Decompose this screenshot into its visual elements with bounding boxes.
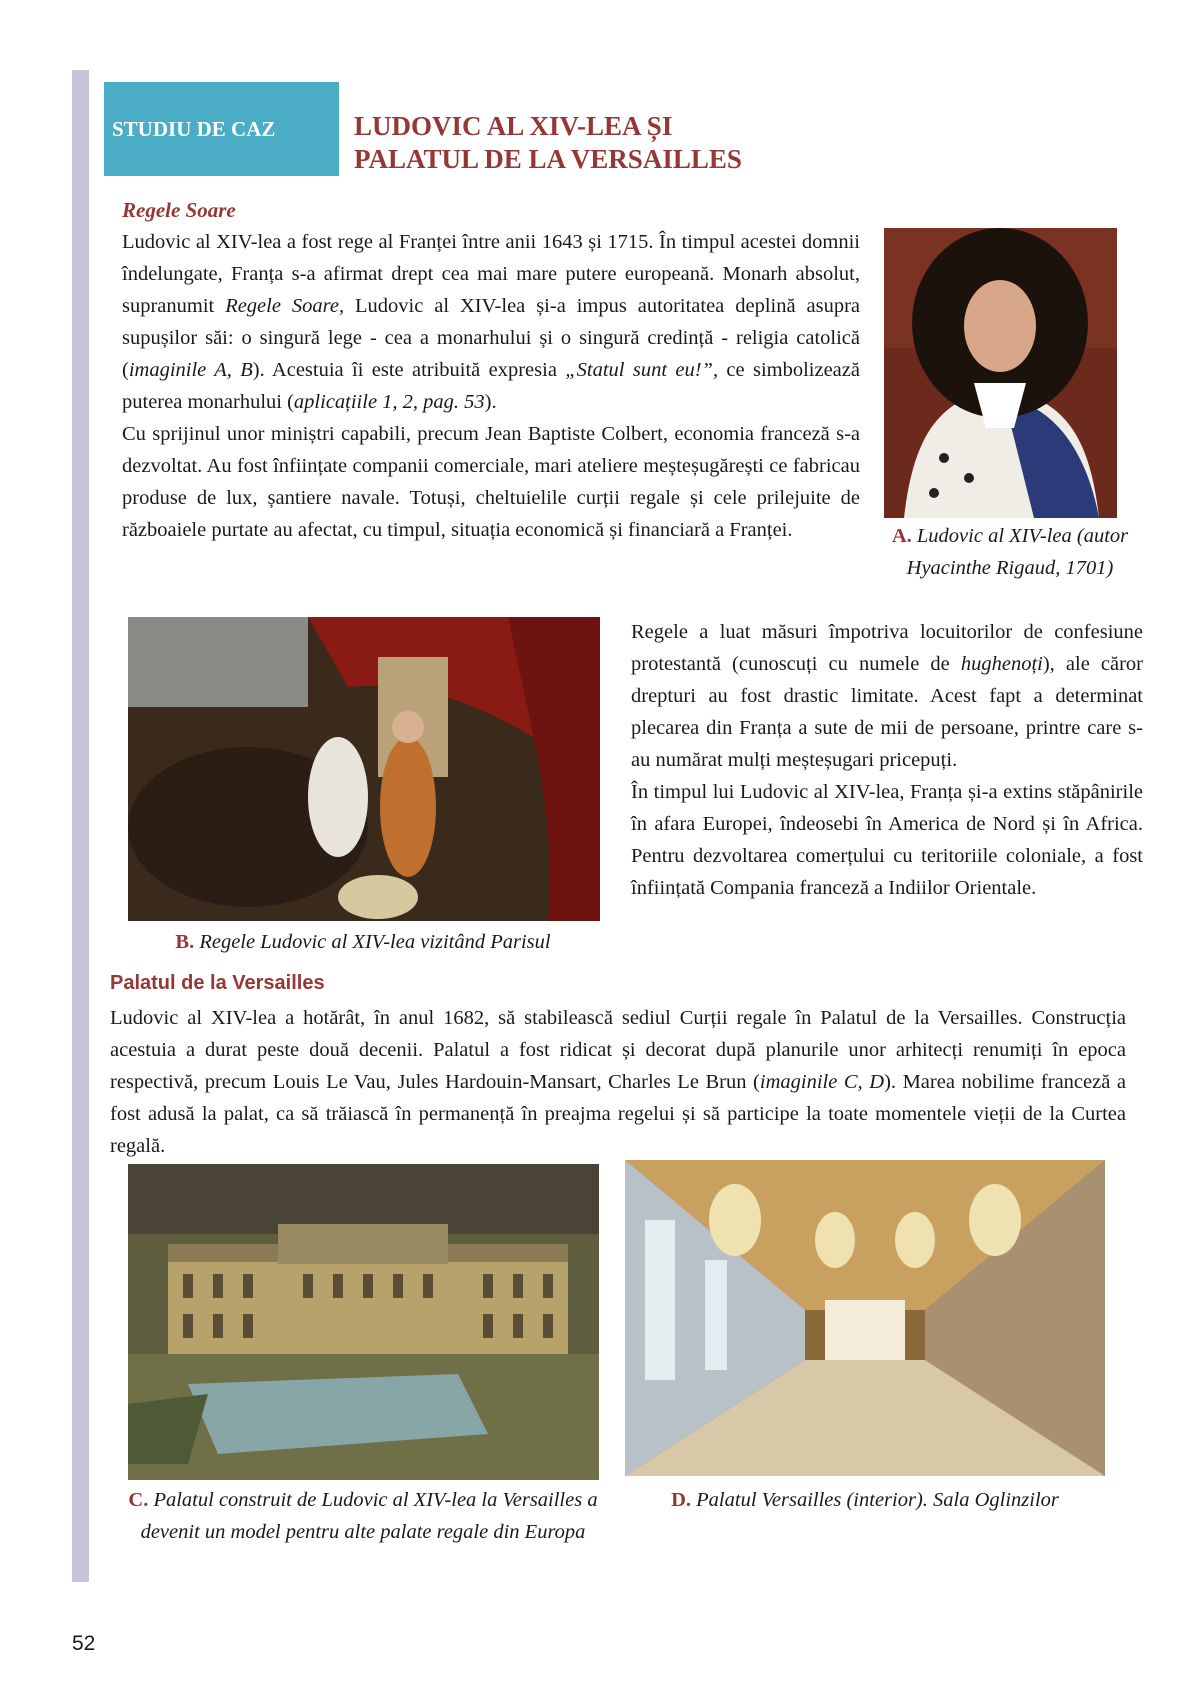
section-heading-regele-soare: Regele Soare bbox=[122, 198, 236, 222]
caption-image-c bbox=[128, 1484, 598, 1548]
title-line-2: PALATUL DE LA VERSAILLES bbox=[354, 144, 742, 174]
text-run: imaginile A, B bbox=[128, 359, 253, 381]
section-heading-palatul: Palatul de la Versailles bbox=[110, 972, 325, 994]
caption-letter: D. bbox=[671, 1489, 692, 1511]
text-run: Ludovic al XIV-lea a hotărât, în anul 1682, să stabilească sediul Curții regale în Palatul de la Versailles. Construcția acestuia a durat peste două decenii. Palatul a fost ridicat și decorat după planurile unor arhitecți renumiți în epoca respectivă, precum Louis Le Vau, Jules Hardouin-Mansart, Charles Le Brun ( bbox=[110, 1007, 1126, 1093]
caption-text: Palatul construit de Ludovic al XIV-lea la Versailles a devenit un model pentru alte palate regale din Europa bbox=[140, 1489, 598, 1543]
paragraph-1 bbox=[122, 226, 860, 418]
caption-text: Regele Ludovic al XIV-lea vizitând Parisul bbox=[194, 931, 551, 953]
paragraph-4: În timpul lui Ludovic al XIV-lea, Franța și-a extins stăpânirile în afara Europei, îndeosebi în America de Nord și în Africa. Pentru dezvoltarea comerțului cu teritoriile coloniale, a fost înființată Compania franceză a Indiilor Orientale. bbox=[631, 781, 1143, 899]
text-run: ). Marea nobilime franceză a fost adusă la palat, ca să trăiască în permanență în preajma regelui și să participe la toate momentele vieții de la Curtea regală. bbox=[110, 1071, 1126, 1157]
caption-letter: A. bbox=[891, 525, 912, 547]
text-run: ). bbox=[484, 391, 497, 413]
portrait-ludovic-image bbox=[884, 228, 1117, 518]
paragraph-3 bbox=[631, 616, 1143, 776]
case-study-tag: STUDIU DE CAZ bbox=[104, 82, 339, 176]
text-run: hughenoți bbox=[960, 653, 1043, 675]
text-run: Regele Soare, bbox=[225, 295, 345, 317]
page-number: 52 bbox=[72, 1632, 96, 1655]
text-run: ), ale căror drepturi au fost drastic limitate. Acest fapt a determinat plecarea din Franța a sute de mii de persoane, printre care s-au numărat mulți meșteșugari pricepuți. bbox=[631, 653, 1143, 771]
section2-text bbox=[110, 1002, 1126, 1162]
title-line-1: LUDOVIC AL XIV-LEA ȘI bbox=[354, 111, 673, 141]
text-run: aplicațiile 1, 2, pag. 53 bbox=[293, 391, 485, 413]
caption-text: Palatul Versailles (interior). Sala Oglinzilor bbox=[691, 1489, 1059, 1511]
text-run: Ludovic al XIV-lea și-a impus autoritatea deplină asupra supușilor săi: o singură lege - cea a monarhului și o singură credință - religia catolică ( bbox=[122, 295, 860, 381]
text-run: ce simbolizează puterea monarhului ( bbox=[122, 359, 860, 413]
paragraph-2: Cu sprijinul unor miniștri capabili, precum Jean Baptiste Colbert, economia franceză s-a dezvoltat. Au fost înființate companii comerciale, mari ateliere meșteșugărești ce fabricau produse de lux, șantiere navale. Totuși, cheltuielile curții regale și cele prilejuite de războaiele purtate au afectat, cu timpul, situația economică și financiară a Franței. bbox=[122, 423, 860, 541]
text-run: imaginile C, D bbox=[759, 1071, 885, 1093]
text-run: „Statul sunt eu!”, bbox=[565, 359, 719, 381]
palace-exterior-image bbox=[128, 1164, 599, 1480]
text-run: Ludovic al XIV-lea a fost rege al Franței între anii 1643 și 1715. În timpul acestei domnii îndelungate, Franța s-a afirmat drept cea mai mare putere europeană. Monarh absolut, supranumit bbox=[122, 231, 860, 317]
section1-right-text bbox=[631, 616, 1143, 904]
hall-of-mirrors-image bbox=[625, 1160, 1105, 1476]
caption-image-a bbox=[870, 520, 1150, 584]
caption-letter: C. bbox=[128, 1489, 149, 1511]
page-title bbox=[354, 110, 874, 176]
caption-text: Ludovic al XIV-lea (autor Hyacinthe Rigaud, 1701) bbox=[906, 525, 1129, 579]
king-visiting-paris-image bbox=[128, 617, 600, 921]
caption-image-b bbox=[128, 926, 598, 958]
caption-letter: B. bbox=[175, 931, 195, 953]
text-run: ). Acestuia îi este atribuită expresia bbox=[252, 359, 566, 381]
side-bar bbox=[72, 70, 89, 1582]
text-run: Regele a luat măsuri împotriva locuitorilor de confesiune protestantă (cunoscuți cu numele de bbox=[631, 621, 1143, 675]
paragraph-5 bbox=[110, 1002, 1126, 1162]
caption-image-d bbox=[625, 1484, 1105, 1516]
section1-text bbox=[122, 226, 860, 546]
